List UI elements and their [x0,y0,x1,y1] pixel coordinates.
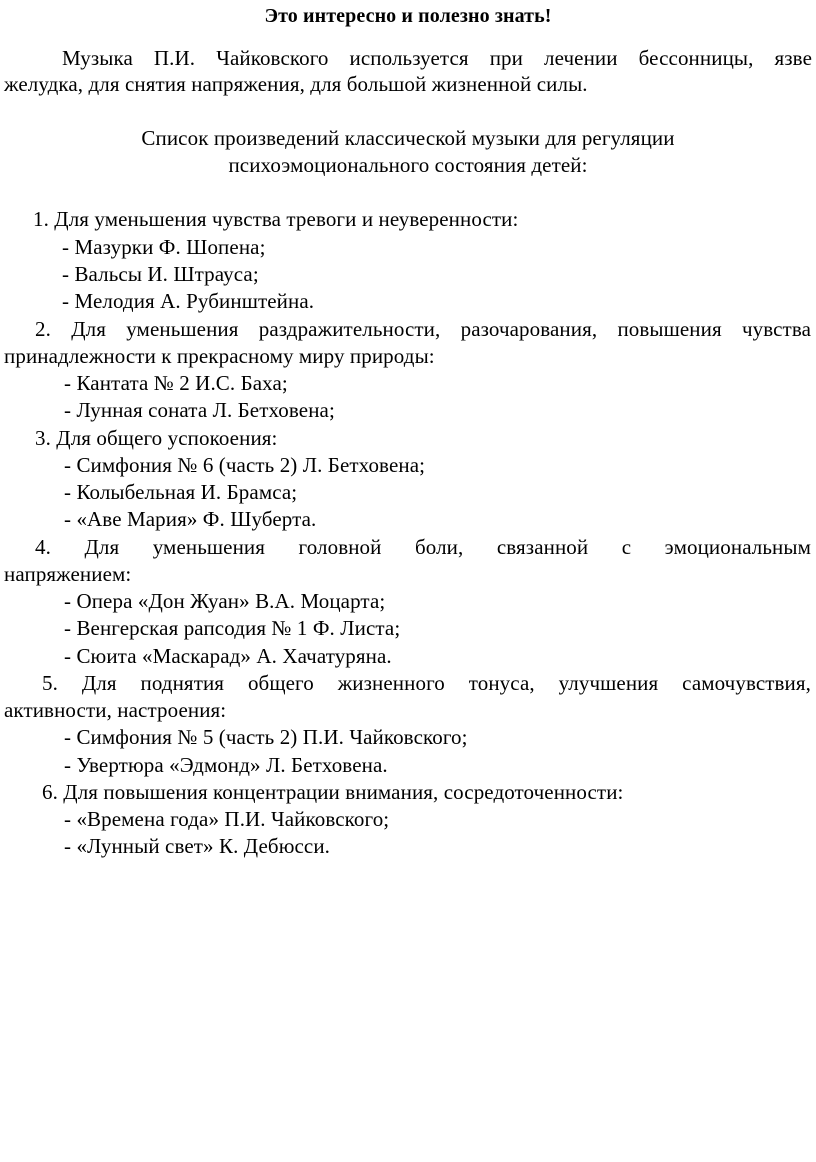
section-5-heading-line-1: 5. Для поднятия общего жизненного тонуса, улучшения самочувствия, [42,671,811,695]
section-4-item: - Сюита «Маскарад» А. Хачатуряна. [64,644,392,668]
page-title: Это интересно и полезно знать! [264,5,552,27]
list-heading-line-1: Список произведений классической музыки для регуляции [141,126,675,150]
section-5-item: - Увертюра «Эдмонд» Л. Бетховена. [64,753,388,777]
section-6-item: - «Лунный свет» К. Дебюсси. [64,834,331,858]
section-1-heading: 1. Для уменьшения чувства тревоги и неуверенности: [33,207,519,231]
list-heading-line-2: психоэмоционального состояния детей: [228,153,588,177]
section-5-heading-line-2: активности, настроения: [4,698,227,722]
section-1-item: - Мелодия А. Рубинштейна. [62,289,315,313]
section-3-item: - Симфония № 6 (часть 2) Л. Бетховена; [64,453,426,477]
section-2-item: - Кантата № 2 И.С. Баха; [64,371,288,395]
section-6-item: - «Времена года» П.И. Чайковского; [64,807,390,831]
intro-line-2: желудка, для снятия напряжения, для большой жизненной силы. [4,72,588,96]
section-4-item: - Венгерская рапсодия № 1 Ф. Листа; [64,616,401,640]
section-1-item: - Вальсы И. Штрауса; [62,262,259,286]
section-2-heading-line-1: 2. Для уменьшения раздражительности, разочарования, повышения чувства [35,317,811,341]
section-4-item: - Опера «Дон Жуан» В.А. Моцарта; [64,589,386,613]
section-2-item: - Лунная соната Л. Бетховена; [64,398,335,422]
section-3-item: - «Аве Мария» Ф. Шуберта. [64,507,317,531]
section-3-item: - Колыбельная И. Брамса; [64,480,298,504]
intro-line-1: Музыка П.И. Чайковского используется при лечении бессонницы, язве [62,46,812,70]
section-2-heading-line-2: принадлежности к прекрасному миру природы: [4,344,435,368]
section-3-heading: 3. Для общего успокоения: [35,426,278,450]
section-4-heading-line-2: напряжением: [4,562,132,586]
section-1-item: - Мазурки Ф. Шопена; [62,235,266,259]
section-4-heading-line-1: 4. Для уменьшения головной боли, связанной с эмоциональным [35,535,811,559]
section-6-heading: 6. Для повышения концентрации внимания, сосредоточенности: [42,780,624,804]
section-5-item: - Симфония № 5 (часть 2) П.И. Чайковского; [64,725,468,749]
